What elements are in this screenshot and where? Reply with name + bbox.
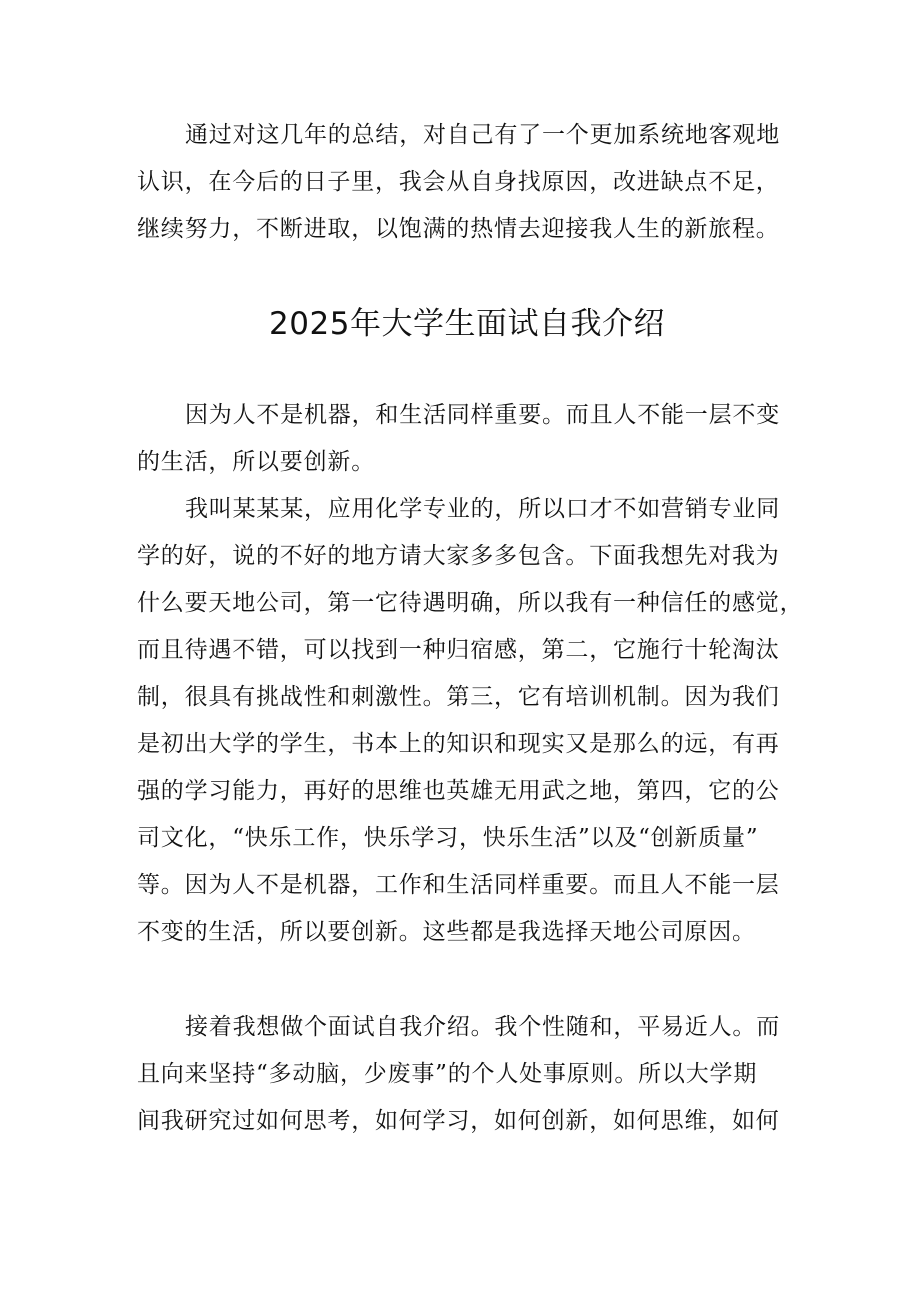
paragraph-1	[137, 392, 797, 486]
paragraph-line: 的生活，所以要创新。	[137, 449, 375, 475]
paragraph-line: 接着我想做个面试自我介绍。我个性随和，平易近人。而	[185, 1014, 780, 1040]
paragraph-line: 制，很具有挑战性和刺激性。第三，它有培训机制。因为我们	[137, 684, 780, 710]
paragraph-2	[137, 486, 804, 956]
paragraph-line: 我叫某某某，应用化学专业的，所以口才不如营销专业同	[185, 496, 780, 522]
paragraph-line: 什么要天地公司，第一它待遇明确，所以我有一种信任的感觉，	[137, 590, 804, 616]
paragraph-line: 继续努力，不断进取，以饱满的热情去迎接我人生的新旅程。	[137, 216, 780, 242]
intro-paragraph	[137, 112, 797, 253]
paragraph-line: 通过对这几年的总结，对自己有了一个更加系统地客观地	[185, 122, 780, 148]
paragraph-line: 因为人不是机器，和生活同样重要。而且人不能一层不变	[185, 402, 780, 428]
paragraph-line: 认识，在今后的日子里，我会从自身找原因，改进缺点不足，	[137, 169, 780, 195]
paragraph-line: 且向来坚持“多动脑，少废事”的个人处事原则。所以大学期	[137, 1061, 758, 1087]
document-title: 2025年大学生面试自我介绍	[269, 306, 665, 342]
paragraph-line: 强的学习能力，再好的思维也英雄无用武之地，第四，它的公	[137, 778, 780, 804]
paragraph-line: 不变的生活，所以要创新。这些都是我选择天地公司原因。	[137, 919, 756, 945]
paragraph-3	[137, 1004, 797, 1145]
paragraph-gap	[137, 956, 797, 1004]
paragraph-line: 间我研究过如何思考，如何学习，如何创新，如何思维，如何	[137, 1108, 780, 1134]
paragraph-line: 学的好，说的不好的地方请大家多多包含。下面我想先对我为	[137, 543, 780, 569]
document-body	[137, 112, 804, 1145]
paragraph-line: 等。因为人不是机器，工作和生活同样重要。而且人不能一层	[137, 872, 780, 898]
paragraph-line: 是初出大学的学生，书本上的知识和现实又是那么的远，有再	[137, 731, 780, 757]
paragraph-line: 而且待遇不错，可以找到一种归宿感，第二，它施行十轮淘汰	[137, 637, 780, 663]
paragraph-line: 司文化，“快乐工作，快乐学习，快乐生活”以及“创新质量”	[137, 825, 759, 851]
